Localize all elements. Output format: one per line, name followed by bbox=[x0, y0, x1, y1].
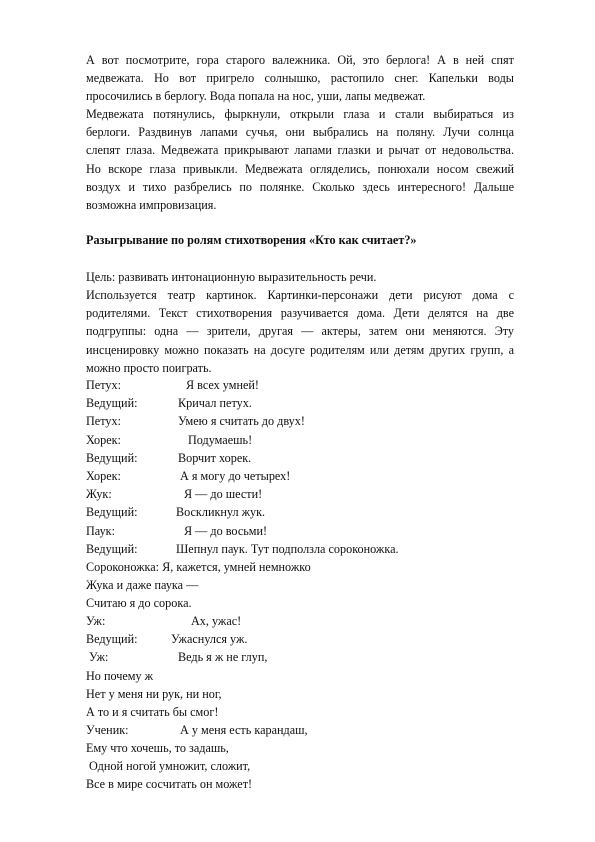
dialogue-block-snake bbox=[86, 612, 514, 667]
speaker-line: Ужаснулся уж. bbox=[171, 632, 248, 647]
text-line: берлоги. Раздвинув лапами сучья, они выбрались на поляну. Лучи солнца bbox=[86, 125, 514, 140]
poem-line: Одной ногой умножит, сложит, bbox=[86, 759, 251, 774]
poem-line: Но почему ж bbox=[86, 669, 154, 683]
dialogue-row bbox=[86, 540, 514, 558]
speaker-line: А я могу до четырех! bbox=[180, 468, 291, 483]
speaker-label: Петух: bbox=[86, 414, 121, 429]
dialogue-row bbox=[86, 648, 514, 666]
dialogue-row bbox=[86, 412, 514, 430]
speaker-label: Хорек: bbox=[86, 432, 121, 447]
text-line: родителями. Текст стихотворения разучивается дома. Дети делятся на две bbox=[86, 306, 514, 321]
section-heading: Разыгрывание по ролям стихотворения «Кто как считает?» bbox=[86, 233, 417, 247]
paragraph-bears-wake bbox=[86, 105, 514, 214]
speaker-line: Я всех умней! bbox=[186, 378, 259, 392]
poem-stanza-snake bbox=[86, 667, 514, 722]
goal-line: Цель: развивать интонационную выразительность речи. bbox=[86, 270, 377, 284]
speaker-line: Подумаешь! bbox=[188, 432, 253, 447]
text-line: Медвежата потянулись, фыркнули, открыли глаза и стали выбираться из bbox=[86, 107, 514, 121]
speaker-line: Я — до восьми! bbox=[184, 523, 268, 538]
speaker-line: Ведь я ж не глуп, bbox=[178, 650, 268, 665]
text-line: инсценировку можно показать на досуге родителям или детям других групп, а bbox=[86, 342, 514, 357]
speaker-label: Паук: bbox=[86, 523, 115, 538]
speaker-label: Жук: bbox=[86, 487, 112, 502]
speaker-label: Ведущий: bbox=[86, 396, 138, 411]
speaker-line: Умею я считать до двух! bbox=[178, 414, 305, 429]
speaker-label: Уж: bbox=[86, 614, 106, 628]
speaker-label: Уж: bbox=[86, 650, 109, 665]
speaker-line: Воскликнул жук. bbox=[176, 505, 266, 520]
dialogue-block-student bbox=[86, 721, 514, 739]
text-line: медвежата. Но вот пригрело солнышко, растопило снег. Капельки воды bbox=[86, 71, 514, 86]
text-line: слепят глаза. Медвежата прикрывают лапами глазки и рычат от недовольства. bbox=[86, 143, 514, 158]
text-line: Но вскоре глаза привыкли. Медвежата огляделись, понюхали носом свежий bbox=[86, 161, 514, 176]
dialogue-row bbox=[86, 485, 514, 503]
speaker-line: А у меня есть карандаш, bbox=[180, 723, 308, 737]
text-line: подгруппы: одна — зрители, другая — актеры, затем они меняются. Эту bbox=[86, 324, 514, 339]
speaker-label: Ведущий: bbox=[86, 541, 138, 556]
speaker-label: Петух: bbox=[86, 378, 121, 392]
speaker-line: Кричал петух. bbox=[178, 396, 252, 411]
poem-line: Все в мире сосчитать он может! bbox=[86, 777, 253, 792]
dialogue-row bbox=[86, 431, 514, 449]
text-line: просочились в берлогу. Вода попала на нос, уши, лапы медвежат. bbox=[86, 89, 426, 104]
poem-line: Сороконожка: Я, кажется, умней немножко bbox=[86, 560, 311, 574]
paragraph-instructions bbox=[86, 286, 514, 377]
poem-stanza-centipede bbox=[86, 558, 514, 613]
dialogue-row bbox=[86, 467, 514, 485]
poem-line: Нет у меня ни рук, ни ног, bbox=[86, 687, 222, 702]
text-line: А вот посмотрите, гора старого валежника. Ой, это берлога! А в ней спят bbox=[86, 53, 514, 67]
speaker-label: Хорек: bbox=[86, 468, 121, 483]
dialogue-row bbox=[86, 612, 514, 630]
dialogue-block bbox=[86, 376, 514, 558]
poem-line: Считаю я до сорока. bbox=[86, 596, 192, 611]
poem-stanza-pencil bbox=[86, 739, 514, 794]
dialogue-row bbox=[86, 630, 514, 648]
speaker-line: Шепнул паук. Тут подползла сороконожка. bbox=[176, 541, 399, 556]
speaker-label: Ученик: bbox=[86, 723, 129, 737]
speaker-line: Ворчит хорек. bbox=[178, 450, 252, 465]
paragraph-bears-intro bbox=[86, 51, 514, 106]
text-line: Используется театр картинок. Картинки-персонажи дети рисуют дома с bbox=[86, 288, 514, 302]
dialogue-row bbox=[86, 394, 514, 412]
text-line: возможна импровизация. bbox=[86, 198, 217, 213]
dialogue-row bbox=[86, 522, 514, 540]
text-line: воздух и тихо разбрелись по полянке. Сколько здесь интересного! Дальше bbox=[86, 179, 514, 194]
speaker-label: Ведущий: bbox=[86, 632, 138, 647]
poem-line: Ему что хочешь, то задашь, bbox=[86, 741, 229, 755]
dialogue-row bbox=[86, 503, 514, 521]
speaker-label: Ведущий: bbox=[86, 450, 138, 465]
poem-line: Жука и даже паука — bbox=[86, 578, 199, 593]
speaker-line: Ах, ужас! bbox=[191, 614, 242, 628]
dialogue-row bbox=[86, 449, 514, 467]
text-line: можно просто поиграть. bbox=[86, 360, 212, 375]
dialogue-row bbox=[86, 721, 514, 739]
dialogue-row bbox=[86, 376, 514, 394]
speaker-label: Ведущий: bbox=[86, 505, 138, 520]
speaker-line: Я — до шести! bbox=[184, 487, 263, 502]
poem-line: А то и я считать бы смог! bbox=[86, 705, 219, 720]
